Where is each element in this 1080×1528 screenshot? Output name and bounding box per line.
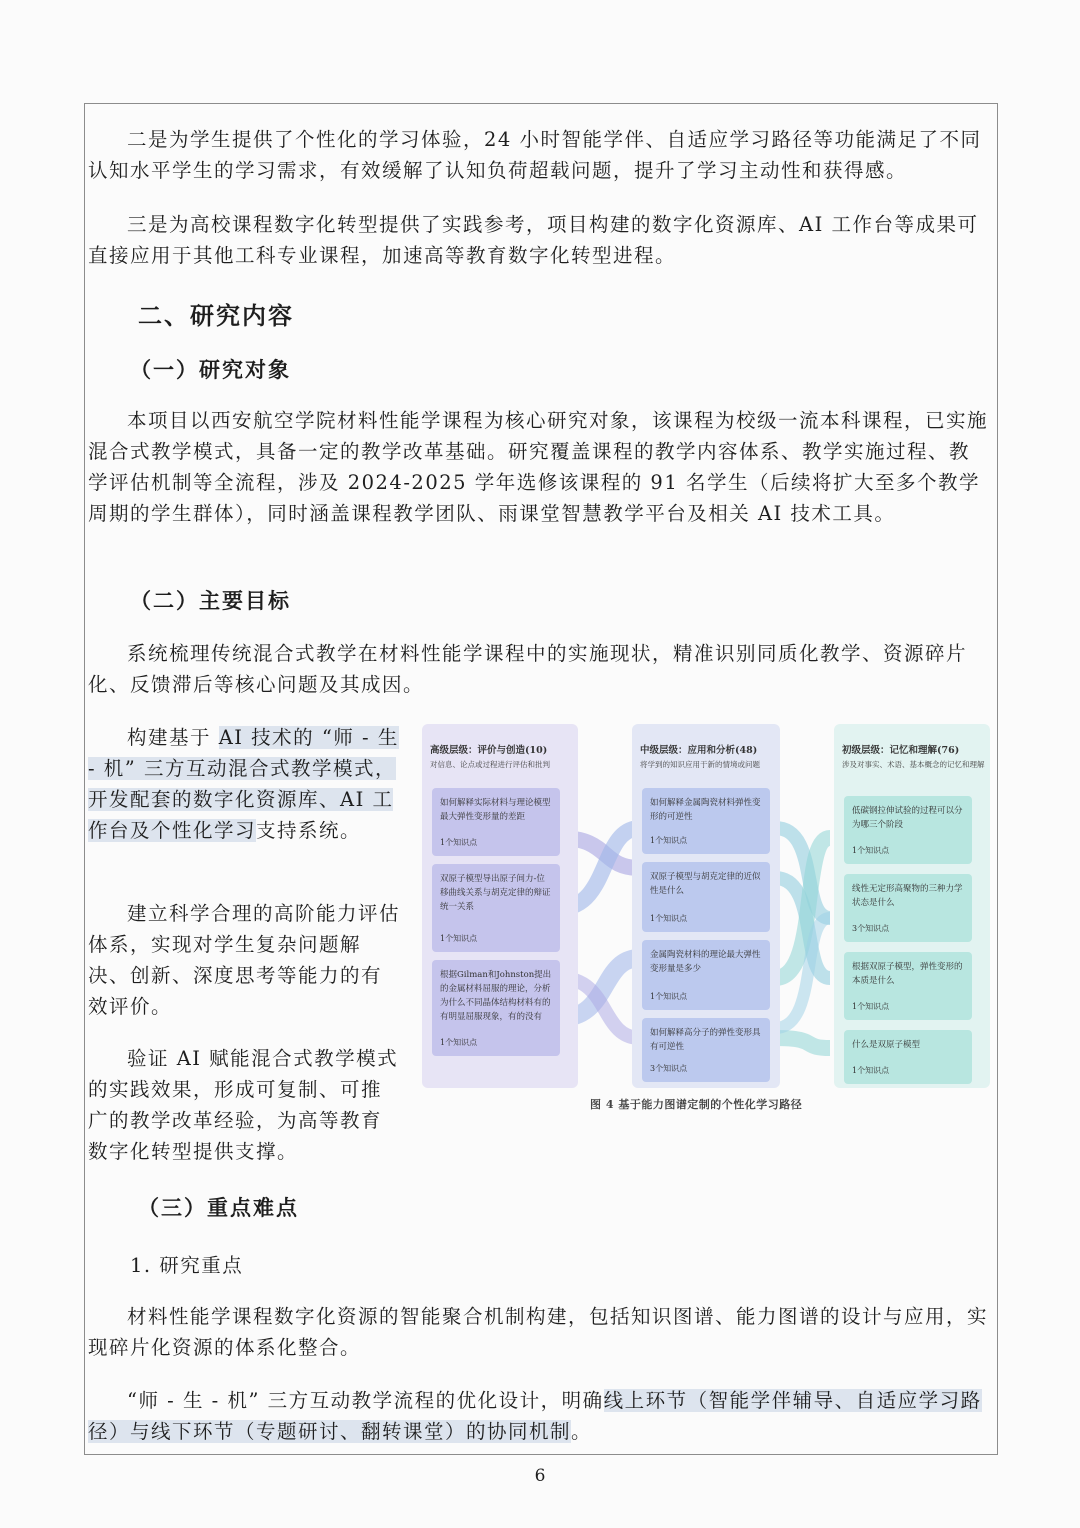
subheading-key-difficulties: （三）重点难点 bbox=[138, 1195, 299, 1220]
interaction-text-highlight: 线上环节（智能学伴辅导、自适应学习路径）与线下环节（专题研讨、翻转课堂）的协同机制 bbox=[88, 1389, 982, 1443]
paragraph-research-object: 本项目以西安航空学院材料性能学课程为核心研究对象，该课程为校级一流本科课程，已实施混合式教学模式，具备一定的教学改革基础。研究覆盖课程的教学内容体系、教学实施过程、教学评估机制等全流程，涉及 2024-2025 学年选修该课程的 91 名学生（后续将扩大至多个教学周期的学生群体），同时涵盖课程教学团队、雨课堂智慧教学平台及相关 AI 技术工具。 bbox=[88, 409, 989, 525]
column-basic-title: 初级层级：记忆和理解(76) bbox=[842, 745, 960, 756]
card-text: 线性无定形高聚物的三种力学状态是什么 bbox=[852, 884, 963, 908]
card-intermediate-2 bbox=[642, 862, 770, 932]
card-text: 如何解释金属陶瓷材料弹性变形的可逆性 bbox=[650, 798, 761, 822]
figure-caption: 图 4 基于能力图谱定制的个性化学习路径 bbox=[590, 1098, 803, 1111]
card-text: 根据Gilman和Johnston提出的金属材料屈服的理论，分析为什么不同晶体结构材料有的有明显屈服现象，有的没有 bbox=[440, 970, 552, 1022]
column-basic-subtitle: 涉及对事实、术语、基本概念的记忆和理解 bbox=[842, 760, 985, 769]
card-intermediate-3 bbox=[642, 940, 770, 1010]
card-count: 1个知识点 bbox=[440, 1038, 478, 1047]
item-research-focus: 1. 研究重点 bbox=[130, 1254, 244, 1277]
card-advanced-2 bbox=[432, 864, 560, 952]
card-text: 什么是双原子模型 bbox=[852, 1040, 921, 1050]
card-intermediate-4 bbox=[642, 1018, 770, 1082]
subheading-main-goals: （二）主要目标 bbox=[130, 588, 291, 613]
paragraph-goal-model bbox=[88, 722, 400, 846]
card-text: 双原子模型导出原子间力-位移曲线关系与胡克定律的辩证统一关系 bbox=[440, 874, 551, 912]
card-basic-3 bbox=[844, 952, 972, 1020]
interaction-text-pre: “师 - 生 - 机” 三方互动教学流程的优化设计，明确 bbox=[127, 1389, 604, 1412]
section-heading-research-content: 二、研究内容 bbox=[138, 301, 294, 330]
card-text: 金属陶瓷材料的理论最大弹性变形量是多少 bbox=[650, 950, 761, 974]
card-text: 双原子模型与胡克定律的近似性是什么 bbox=[650, 872, 761, 896]
column-advanced-subtitle: 对信息、论点或过程进行评估和批判 bbox=[430, 760, 550, 769]
card-text: 根据双原子模型，弹性变形的本质是什么 bbox=[852, 962, 963, 986]
paragraph-digital-transformation: 三是为高校课程数字化转型提供了实践参考，项目构建的数字化资源库、AI 工作台等成果可直接应用于其他工科专业课程，加速高等教育数字化转型进程。 bbox=[88, 213, 979, 267]
card-count: 1个知识点 bbox=[650, 836, 688, 845]
paragraph-goal-validation: 验证 AI 赋能混合式教学模式的实践效果，形成可复制、可推广的教学改革经验，为高等教育数字化转型提供支撑。 bbox=[88, 1047, 399, 1163]
column-intermediate-title: 中级层级：应用和分析(48) bbox=[640, 745, 758, 756]
card-count: 1个知识点 bbox=[852, 846, 890, 855]
card-text: 如何解释实际材料与理论模型最大弹性变形量的差距 bbox=[440, 798, 551, 822]
goal-model-text-highlight: AI 技术的 “师 - 生 - 机” 三方互动混合式教学模式，开发配套的数字化资源库、AI 工作台及个性化学习 bbox=[88, 726, 399, 842]
paragraph-interaction-design bbox=[88, 1385, 988, 1447]
column-intermediate-subtitle: 将学到的知识应用于新的情境或问题 bbox=[640, 760, 760, 769]
goal-model-text-post: 支持系统。 bbox=[256, 819, 362, 842]
card-basic-4 bbox=[844, 1030, 972, 1084]
paragraph-goal-assessment: 建立科学合理的高阶能力评估体系，实现对学生复杂问题解决、创新、深度思考等能力的有效评价。 bbox=[88, 902, 401, 1018]
card-count: 1个知识点 bbox=[650, 914, 688, 923]
page-number: 6 bbox=[534, 1466, 546, 1486]
card-basic-1 bbox=[844, 796, 972, 864]
card-text: 低碳钢拉伸试验的过程可以分为哪三个阶段 bbox=[852, 806, 963, 830]
subheading-research-object: （一）研究对象 bbox=[130, 357, 291, 382]
paragraph-resource-aggregation: 材料性能学课程数字化资源的智能聚合机制构建，包括知识图谱、能力图谱的设计与应用，实现碎片化资源的体系化整合。 bbox=[88, 1305, 989, 1359]
card-count: 1个知识点 bbox=[440, 838, 478, 847]
paragraph-personalized: 二是为学生提供了个性化的学习体验，24 小时智能学伴、自适应学习路径等功能满足了不同认知水平学生的学习需求，有效缓解了认知负荷超载问题，提升了学习主动性和获得感。 bbox=[88, 128, 982, 182]
column-basic bbox=[834, 724, 990, 1088]
card-count: 1个知识点 bbox=[852, 1066, 890, 1075]
card-intermediate-1 bbox=[642, 788, 770, 854]
card-count: 1个知识点 bbox=[852, 1002, 890, 1011]
column-advanced-title: 高级层级：评价与创造(10) bbox=[430, 745, 548, 756]
card-count: 3个知识点 bbox=[650, 1064, 688, 1073]
card-basic-2 bbox=[844, 874, 972, 942]
learning-path-figure bbox=[420, 718, 992, 1088]
goal-model-text-pre: 构建基于 bbox=[127, 726, 219, 749]
column-advanced bbox=[422, 724, 578, 1088]
card-count: 1个知识点 bbox=[650, 992, 688, 1001]
interaction-text-post: 。 bbox=[571, 1420, 593, 1443]
card-count: 1个知识点 bbox=[440, 934, 478, 943]
card-advanced-1 bbox=[432, 788, 560, 856]
paragraph-goal-survey: 系统梳理传统混合式教学在材料性能学课程中的实施现状，精准识别同质化教学、资源碎片化、反馈滞后等核心问题及其成因。 bbox=[88, 642, 968, 696]
card-advanced-3 bbox=[432, 960, 560, 1056]
card-text: 如何解释高分子的弹性变形具有可逆性 bbox=[650, 1028, 761, 1052]
card-count: 3个知识点 bbox=[852, 924, 890, 933]
column-intermediate bbox=[632, 724, 780, 1088]
